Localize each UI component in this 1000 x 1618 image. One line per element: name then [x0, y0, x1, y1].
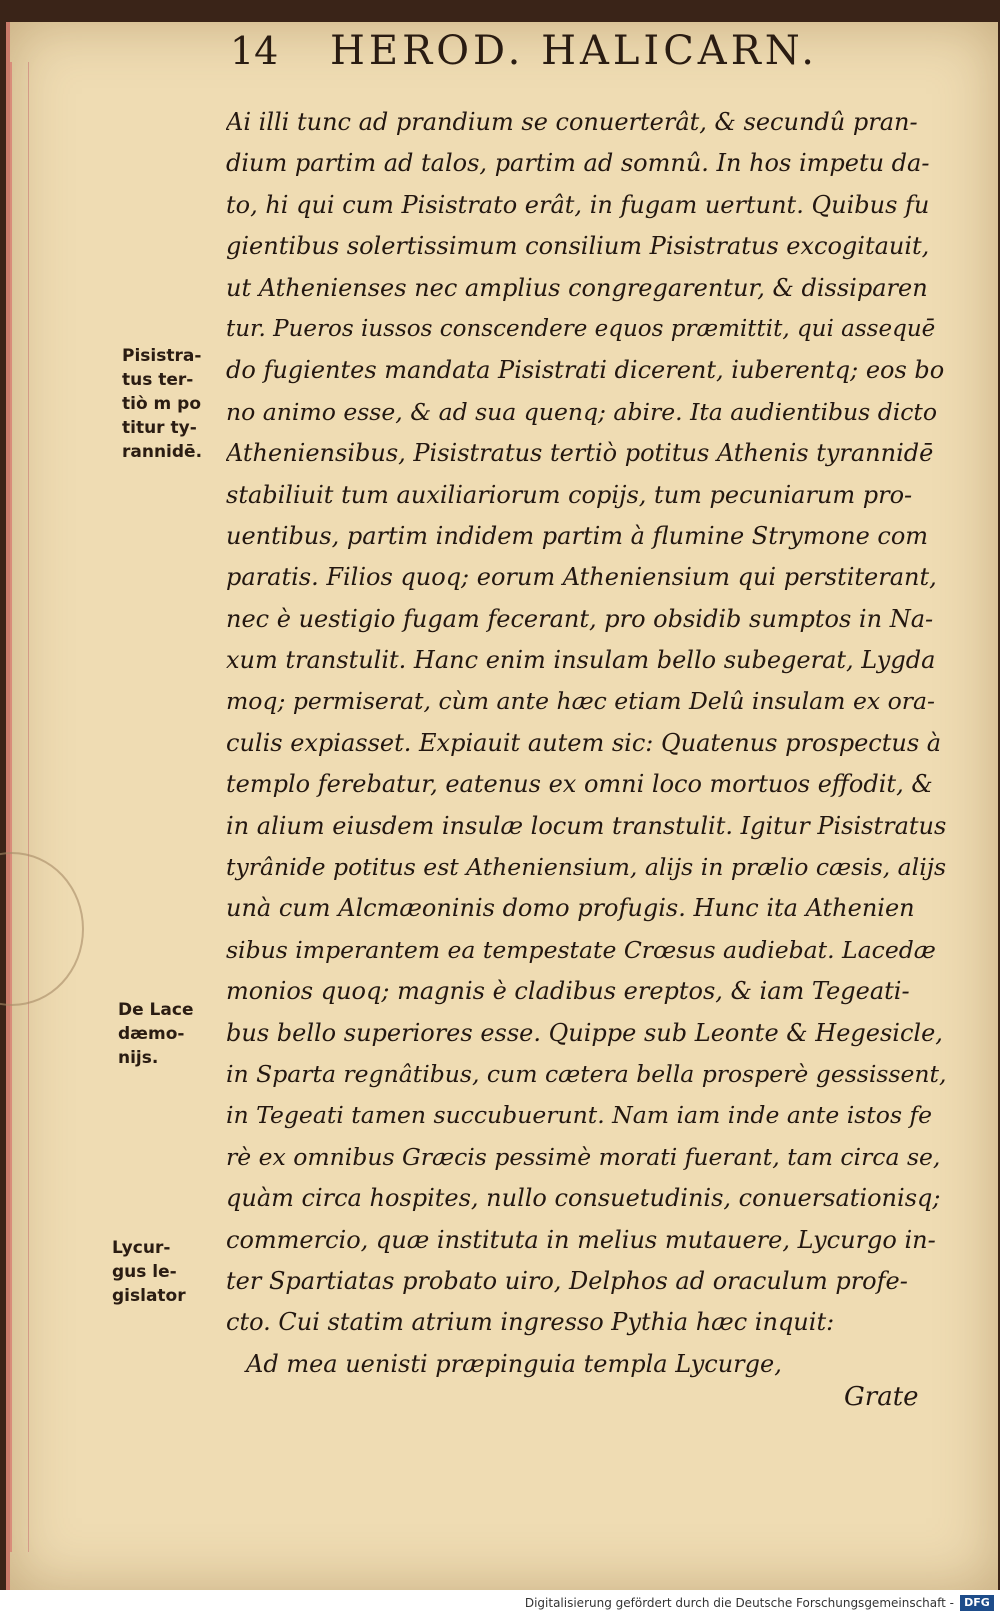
body-text: [226, 102, 946, 1385]
marginal-note-line: rannidē.: [122, 442, 203, 462]
verse-line: Ad mea uenisti præpinguia templa Lycurge,: [246, 1349, 782, 1378]
text-line: gientibus solertissimum consilium Pisistratus excogitauit,: [226, 232, 930, 261]
marginal-note-line: tus ter-: [122, 370, 194, 390]
marginal-note-pisistratus: [122, 344, 222, 464]
text-line: unà cum Alcmæoninis domo profugis. Hunc ita Athenien: [226, 894, 915, 923]
text-line: bus bello superiores esse. Quippe sub Leonte & Hegesicle,: [226, 1018, 943, 1047]
marginal-note-line: nijs.: [118, 1048, 159, 1068]
text-line: quàm circa hospites, nullo consuetudinis, conuersationisq;: [226, 1184, 941, 1213]
text-line: culis expiasset. Expiauit autem sic: Quatenus prospectus à: [226, 728, 942, 757]
text-line: in alium eiusdem insulæ locum transtulit. Igitur Pisistratus: [226, 811, 946, 840]
text-line: in Sparta regnâtibus, cum cætera bella prosperè gessissent,: [226, 1059, 946, 1088]
funding-credit: Digitalisierung gefördert durch die Deutsche Forschungsgemeinschaft -: [524, 1596, 954, 1610]
page-number: 14: [230, 29, 279, 73]
catchword: Grate: [844, 1382, 919, 1412]
text-line: commercio, quæ instituta in melius mutauere, Lycurgo in-: [226, 1225, 936, 1254]
text-line: stabiliuit tum auxiliariorum copijs, tum pecuniarum pro-: [226, 480, 913, 509]
dfg-logo: DFG: [960, 1595, 994, 1611]
page-header: [230, 28, 930, 74]
text-line: Ai illi tunc ad prandium se conuerterât, & secundû pran-: [226, 108, 918, 136]
text-line: xum transtulit. Hanc enim insulam bello subegerat, Lygda: [226, 646, 936, 675]
text-line: tyrânide potitus est Atheniensium, alijs in prælio cæsis, alijs: [226, 853, 946, 882]
text-line: in Tegeati tamen succubuerunt. Nam iam inde ante istos fe: [226, 1101, 933, 1130]
text-line: to, hi qui cum Pisistrato erât, in fugam uertunt. Quibus fu: [226, 190, 930, 219]
marginal-note-line: Pisistra-: [122, 346, 202, 366]
text-line: dium partim ad talos, partim ad somnû. In hos impetu da-: [226, 149, 930, 178]
marginal-note-line: Lycur-: [112, 1238, 171, 1258]
marginal-note-line: De Lace: [118, 1000, 194, 1020]
text-line: monios quoq; magnis è cladibus ereptos, & iam Tegeati-: [226, 977, 910, 1006]
footer-bar: [0, 1590, 1000, 1618]
ring-stain: [0, 852, 84, 1006]
marginal-note-lycurgus: [112, 1236, 212, 1308]
page-edge: [10, 62, 29, 1552]
text-line: cto. Cui statim atrium ingresso Pythia hæc inquit:: [226, 1308, 835, 1337]
text-line: Atheniensibus, Pisistratus tertiò potitus Athenis tyrannidē: [226, 439, 934, 468]
text-line: templo ferebatur, eatenus ex omni loco mortuos effodit, &: [226, 770, 933, 799]
text-line: tur. Pueros iussos conscendere equos præmittit, qui assequē: [226, 315, 936, 342]
marginal-note-lacedaemonians: [118, 998, 218, 1070]
text-line: ut Athenienses nec amplius congregarentur, & dissiparen: [226, 273, 928, 302]
text-line: rè ex omnibus Græcis pessimè morati fuerant, tam circa se,: [226, 1142, 941, 1171]
marginal-note-line: dæmo-: [118, 1024, 185, 1044]
text-line: nec è uestigio fugam fecerant, pro obsidib sumptos in Na-: [226, 604, 934, 633]
marginal-note-line: titur ty-: [122, 418, 197, 438]
running-head: HEROD. HALICARN.: [330, 28, 818, 74]
text-line: moq; permiserat, cùm ante hæc etiam Delû insulam ex ora-: [226, 687, 935, 716]
text-line: sibus imperantem ea tempestate Crœsus audiebat. Lacedæ: [226, 935, 936, 964]
text-line: do fugientes mandata Pisistrati dicerent, iuberentq; eos bo: [226, 356, 945, 385]
text-line: no animo esse, & ad sua quenq; abire. Ita audientibus dicto: [226, 397, 938, 426]
marginal-note-line: gislator: [112, 1286, 186, 1306]
marginal-note-line: tiò m po: [122, 394, 202, 414]
text-line: paratis. Filios quoq; eorum Atheniensium qui perstiterant,: [226, 563, 937, 592]
text-line: uentibus, partim indidem partim à flumine Strymone com: [226, 521, 929, 550]
text-line: ter Spartiatas probato uiro, Delphos ad oraculum profe-: [226, 1266, 908, 1295]
marginal-note-line: gus le-: [112, 1262, 177, 1282]
